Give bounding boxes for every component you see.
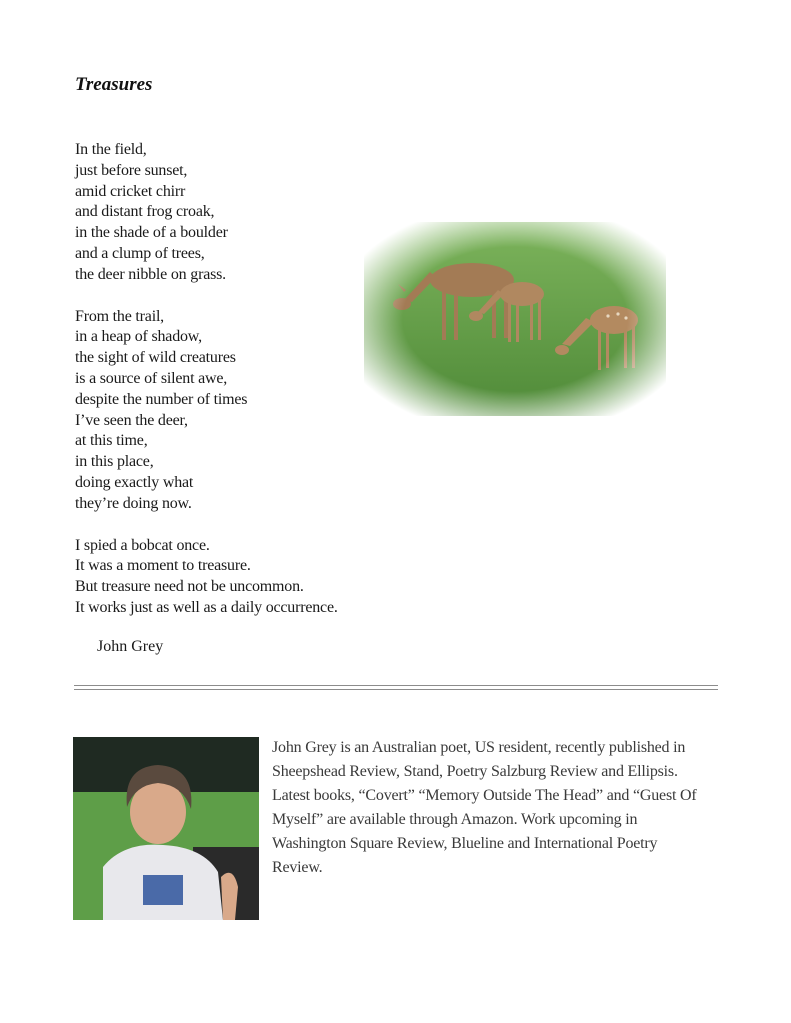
stanza-3 — [75, 536, 338, 619]
poem-line: doing exactly what — [75, 473, 194, 491]
poem-line: But treasure need not be uncommon. — [75, 578, 304, 596]
deer-photo — [364, 222, 666, 416]
poem-body — [75, 140, 338, 640]
poem-line: In the field, — [75, 141, 147, 158]
poem-line: It works just as well as a daily occurrence. — [75, 598, 338, 616]
stanza-2 — [75, 307, 338, 515]
poem-line: in this place, — [75, 453, 154, 471]
section-divider — [74, 685, 718, 690]
stanza-1 — [75, 140, 338, 286]
poem-line: and a clump of trees, — [75, 244, 205, 262]
author-photo — [73, 737, 259, 920]
poem-line: in the shade of a boulder — [75, 224, 228, 242]
poem-author: John Grey — [97, 638, 164, 655]
poem-line: From the trail, — [75, 307, 164, 325]
poem-line: at this time, — [75, 432, 148, 450]
poem-line: and distant frog croak, — [75, 203, 215, 221]
poem-line: despite the number of times — [75, 390, 248, 408]
poem-line: is a source of silent awe, — [75, 369, 228, 387]
author-bio: John Grey is an Australian poet, US resident, recently published in Sheepshead Review, Stand, Poetry Salzburg Review and Ellipsis. Latest books, “Covert” “Memory Outside The Head” and “Guest Of Myself” are available through Amazon. Work upcoming in Washington Square Review, Blueline and International Poetry Review. — [272, 739, 697, 876]
poem-line: just before sunset, — [75, 161, 188, 179]
poem-line: I spied a bobcat once. — [75, 536, 210, 554]
poem-line: they’re doing now. — [75, 494, 192, 512]
poem-line: amid cricket chirr — [75, 182, 186, 200]
poem-line: I’ve seen the deer, — [75, 411, 188, 429]
poem-line: the deer nibble on grass. — [75, 265, 226, 283]
poem-title: Treasures — [75, 74, 153, 95]
poem-line: It was a moment to treasure. — [75, 557, 251, 575]
poem-line: in a heap of shadow, — [75, 328, 202, 346]
poem-line: the sight of wild creatures — [75, 349, 236, 367]
